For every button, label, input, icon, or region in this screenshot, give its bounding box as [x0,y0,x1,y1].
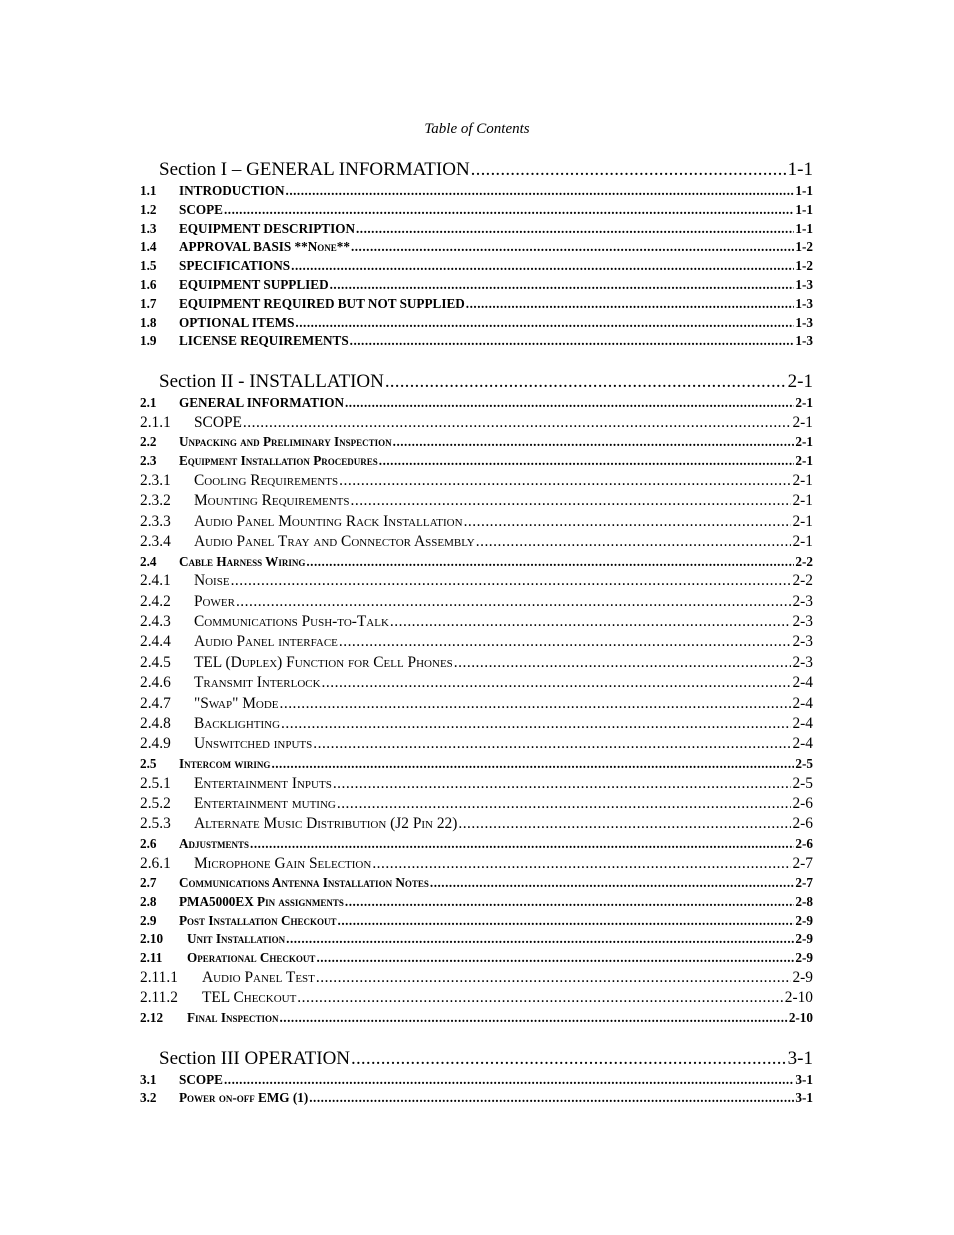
toc-entry-number: 2.4.4 [140,633,171,651]
toc-entry-title: Section III OPERATION [159,1047,351,1069]
toc-page-number: 2-1 [787,371,813,393]
dot-leader [454,653,792,673]
dot-leader [356,220,794,239]
toc-page-number: 2-7 [792,854,813,872]
toc-entry [140,755,813,774]
toc-entry [140,1089,813,1108]
toc-page-number: 2-6 [792,815,813,833]
toc-entry-title: EQUIPMENT REQUIRED BUT NOT SUPPLIED [179,295,465,311]
toc-entry [140,276,813,295]
toc-entry-number: 2.4.1 [140,572,171,590]
toc-entry-number: 2.1 [140,395,157,411]
toc-page-number: 2-7 [795,874,813,890]
dot-leader [466,295,795,314]
toc-page-number: 2-4 [792,674,813,692]
toc-entry-title: Alternate Music Distribution (J2 Pin 22) [194,815,458,833]
toc-entry-title: Unit Installation [187,931,286,947]
dot-leader [316,949,794,968]
dot-leader [280,1009,788,1028]
dot-leader [351,491,792,511]
toc-entry [140,295,813,314]
toc-entry [140,794,813,814]
toc-page-number: 1-1 [795,220,813,236]
dot-leader [379,452,795,471]
dot-leader [313,734,791,754]
toc-entry-number: 2.12 [140,1009,164,1025]
toc-page-number: 2-1 [795,453,813,469]
dot-leader [345,394,794,413]
dot-leader [286,182,795,201]
toc-entry-number: 1.7 [140,295,157,311]
toc-entry [140,452,813,471]
toc-page-number: 2-9 [795,950,813,966]
dot-leader [330,276,795,295]
toc-entry-number: 1.2 [140,201,157,217]
toc-entry-number: 2.11 [140,950,163,966]
toc-entry [140,314,813,333]
toc-page-number: 2-4 [792,694,813,712]
toc-entry [140,553,813,572]
toc-entry [140,893,813,912]
toc-section-heading [140,158,813,182]
toc-entry-title: TEL (Duplex) Function for Cell Phones [194,653,453,671]
toc-entry [140,1009,813,1028]
toc-entry-number: 2.5.2 [140,795,171,813]
toc-page-number: 1-3 [795,295,813,311]
toc-entry-title: Adjustments [179,835,250,851]
toc-page-number: 3-1 [787,1047,813,1069]
toc-entry [140,949,813,968]
toc-entry [140,774,813,794]
toc-entry-title: Section II - INSTALLATION [159,371,384,393]
dot-leader [385,370,787,394]
dot-leader [350,332,795,351]
dot-leader [236,592,792,612]
toc-entry-number: 1.9 [140,333,157,349]
toc-page-number: 1-1 [795,201,813,217]
dot-leader [339,471,791,491]
toc-entry-number: 1.6 [140,276,157,292]
toc-entry-title: Cooling Requirements [194,471,339,489]
toc-entry-number: 2.6.1 [140,854,171,872]
toc-page-number: 2-4 [792,715,813,733]
dot-leader [345,893,795,912]
toc-entry-number: 2.4.7 [140,694,171,712]
toc-page-number: 2-9 [792,968,813,986]
toc-entry [140,512,813,532]
dot-leader [309,1089,794,1108]
toc-entry-number: 2.6 [140,835,157,851]
dot-leader [393,433,795,452]
dot-leader [322,673,792,693]
dot-leader [316,968,792,988]
toc-entry-title: TEL Checkout [202,989,297,1007]
toc-entry [140,968,813,988]
toc-entry-number: 1.5 [140,258,157,274]
toc-entry-title: Microphone Gain Selection [194,854,372,872]
toc-page-number: 2-8 [795,893,813,909]
toc-entry-title: INTRODUCTION [179,183,285,198]
toc-entry [140,835,813,854]
toc-page-number: 2-1 [792,471,813,489]
toc-entry [140,257,813,276]
toc-entry-title: Unpacking and Preliminary Inspection [179,434,392,450]
toc-entry [140,814,813,834]
toc-page-number: 2-5 [795,755,813,771]
toc-entry [140,413,813,433]
dot-leader [337,794,792,814]
toc-page-number: 3-1 [795,1090,813,1106]
toc-entry-number: 2.10 [140,931,164,947]
toc-entry-title: OPTIONAL ITEMS [179,314,295,330]
toc-entry-number: 3.1 [140,1071,157,1087]
toc-entry-title: Audio Panel Test [202,968,315,986]
toc-page-number: 2-10 [784,989,813,1007]
toc-entry-title: Entertainment muting [194,795,336,813]
toc-entry-number: 2.2 [140,434,157,450]
toc-entry-number: 2.4.5 [140,653,171,671]
toc-page-number: 1-3 [795,333,813,349]
toc-entry-title: Mounting Requirements [194,492,350,510]
toc-entry-title: PMA5000EX Pin assignments [179,893,344,909]
toc-entry [140,912,813,931]
toc-entry-number: 2.3 [140,453,157,469]
toc-page-number: 2-6 [792,795,813,813]
toc-entry-number: 2.4.3 [140,613,171,631]
toc-page-number: 2-4 [792,735,813,753]
dot-leader [372,854,791,874]
dot-leader [243,413,792,433]
page-title: Table of Contents [424,121,530,137]
dot-leader [333,774,792,794]
toc-entry [140,433,813,452]
toc-page-number: 2-9 [795,931,813,947]
dot-leader [286,930,794,949]
toc-page-number: 2-1 [792,533,813,551]
toc-page-number: 2-10 [788,1009,813,1025]
toc-entry [140,571,813,591]
table-of-contents [140,158,813,1108]
toc-entry [140,632,813,652]
toc-page-number: 2-3 [792,592,813,610]
dot-leader [351,1047,787,1071]
toc-entry-title: SCOPE [194,413,242,431]
toc-entry-title: APPROVAL BASIS **None** [179,239,350,255]
dot-leader [271,755,794,774]
toc-page-number: 3-1 [795,1071,813,1087]
dot-leader [476,532,792,552]
toc-page-number: 2-1 [792,512,813,530]
toc-entry-number: 2.1.1 [140,413,171,431]
toc-entry-number: 1.3 [140,220,157,236]
toc-entry-title: Cable Harness Wiring [179,553,306,569]
toc-page-number: 2-2 [792,572,813,590]
dot-leader [297,988,783,1008]
dot-leader [295,314,794,333]
dot-leader [224,201,794,220]
dot-leader [430,874,795,893]
dot-leader [471,158,787,182]
toc-entry [140,854,813,874]
toc-entry-number: 2.5.1 [140,774,171,792]
toc-page-number: 1-3 [795,276,813,292]
toc-entry [140,332,813,351]
toc-entry-number: 2.4.9 [140,735,171,753]
toc-entry-title: Intercom wiring [179,755,271,771]
toc-entry-number: 2.5 [140,755,157,771]
toc-entry-number: 1.1 [140,183,157,198]
dot-leader [390,612,792,632]
toc-entry [140,532,813,552]
toc-entry [140,220,813,239]
dot-leader [231,571,792,591]
toc-entry-number: 2.3.3 [140,512,171,530]
toc-entry-title: Operational Checkout [187,950,316,966]
toc-entry-number: 2.3.2 [140,492,171,510]
toc-entry-title: Entertainment Inputs [194,774,332,792]
toc-page-number: 2-3 [792,613,813,631]
toc-entry-title: Section I – GENERAL INFORMATION [159,159,470,180]
toc-page-number: 1-1 [787,159,813,180]
toc-entry [140,988,813,1008]
toc-entry [140,673,813,693]
toc-entry-title: Audio Panel interface [194,633,338,651]
toc-page-number: 2-1 [792,413,813,431]
toc-entry [140,694,813,714]
toc-entry-number: 3.2 [140,1090,157,1106]
toc-entry-title: "Swap" Mode [194,694,279,712]
toc-entry-number: 2.4 [140,553,157,569]
toc-entry-title: Final Inspection [187,1009,279,1025]
toc-entry-number: 2.4.6 [140,674,171,692]
toc-section-heading [140,1047,813,1071]
dot-leader [281,714,791,734]
toc-entry-number: 2.4.8 [140,715,171,733]
toc-page-number: 1-1 [795,183,813,198]
toc-entry-title: Unswitched inputs [194,735,313,753]
toc-page-number: 2-6 [795,835,813,851]
toc-page-number: 1-3 [795,314,813,330]
dot-leader [280,694,792,714]
toc-entry-title: Transmit Interlock [194,674,321,692]
toc-entry-title: Power [194,592,235,610]
toc-entry-number: 2.11.1 [140,968,178,986]
toc-entry-title: EQUIPMENT DESCRIPTION [179,220,355,236]
toc-entry-title: EQUIPMENT SUPPLIED [179,276,329,292]
toc-page-number: 2-1 [795,395,813,411]
toc-entry-number: 2.3.1 [140,471,171,489]
toc-entry [140,714,813,734]
toc-entry [140,653,813,673]
toc-page-number: 2-1 [795,434,813,450]
toc-entry-title: SCOPE [179,1071,223,1087]
toc-page-number: 1-2 [795,258,813,274]
toc-entry-number: 2.9 [140,912,157,928]
toc-page-number: 2-1 [792,492,813,510]
dot-leader [291,257,794,276]
toc-entry-title: GENERAL INFORMATION [179,395,344,411]
toc-entry [140,612,813,632]
toc-entry [140,592,813,612]
toc-entry-number: 2.7 [140,874,157,890]
toc-entry [140,394,813,413]
toc-entry [140,930,813,949]
toc-entry-number: 1.8 [140,314,157,330]
toc-entry-title: Post Installation Checkout [179,912,337,928]
toc-entry [140,874,813,893]
toc-entry [140,201,813,220]
toc-entry-title: SCOPE [179,201,223,217]
toc-entry-title: Power on-off EMG (1) [179,1090,309,1106]
dot-leader [338,912,795,931]
dot-leader [464,512,792,532]
dot-leader [306,553,794,572]
toc-entry-title: Communications Push-to-Talk [194,613,389,631]
toc-entry [140,471,813,491]
toc-entry [140,182,813,201]
toc-entry-number: 2.11.2 [140,989,178,1007]
toc-entry-title: SPECIFICATIONS [179,258,291,274]
dot-leader [250,835,794,854]
toc-page-number: 2-3 [792,653,813,671]
toc-entry [140,238,813,257]
toc-page-number: 1-2 [795,239,813,255]
toc-entry-title: Audio Panel Mounting Rack Installation [194,512,463,530]
toc-entry [140,491,813,511]
toc-page-number: 2-9 [795,912,813,928]
toc-entry [140,734,813,754]
toc-entry-number: 2.8 [140,893,157,909]
toc-entry-title: Equipment Installation Procedures [179,453,378,469]
toc-section-heading [140,370,813,394]
toc-entry-title: LICENSE REQUIREMENTS [179,333,349,349]
dot-leader [351,238,794,257]
toc-entry-number: 2.4.2 [140,592,171,610]
toc-entry-number: 1.4 [140,239,157,255]
toc-entry-number: 2.3.4 [140,533,171,551]
toc-entry-title: Communications Antenna Installation Notes [179,874,429,890]
toc-entry-title: Noise [194,572,230,590]
toc-page-number: 2-3 [792,633,813,651]
toc-entry-number: 2.5.3 [140,815,171,833]
toc-page-number: 2-2 [795,553,813,569]
toc-entry-title: Backlighting [194,715,281,733]
dot-leader [339,632,792,652]
toc-entry [140,1071,813,1090]
toc-entry-title: Audio Panel Tray and Connector Assembly [194,533,475,551]
toc-page-number: 2-5 [792,774,813,792]
dot-leader [458,814,791,834]
dot-leader [224,1071,794,1090]
